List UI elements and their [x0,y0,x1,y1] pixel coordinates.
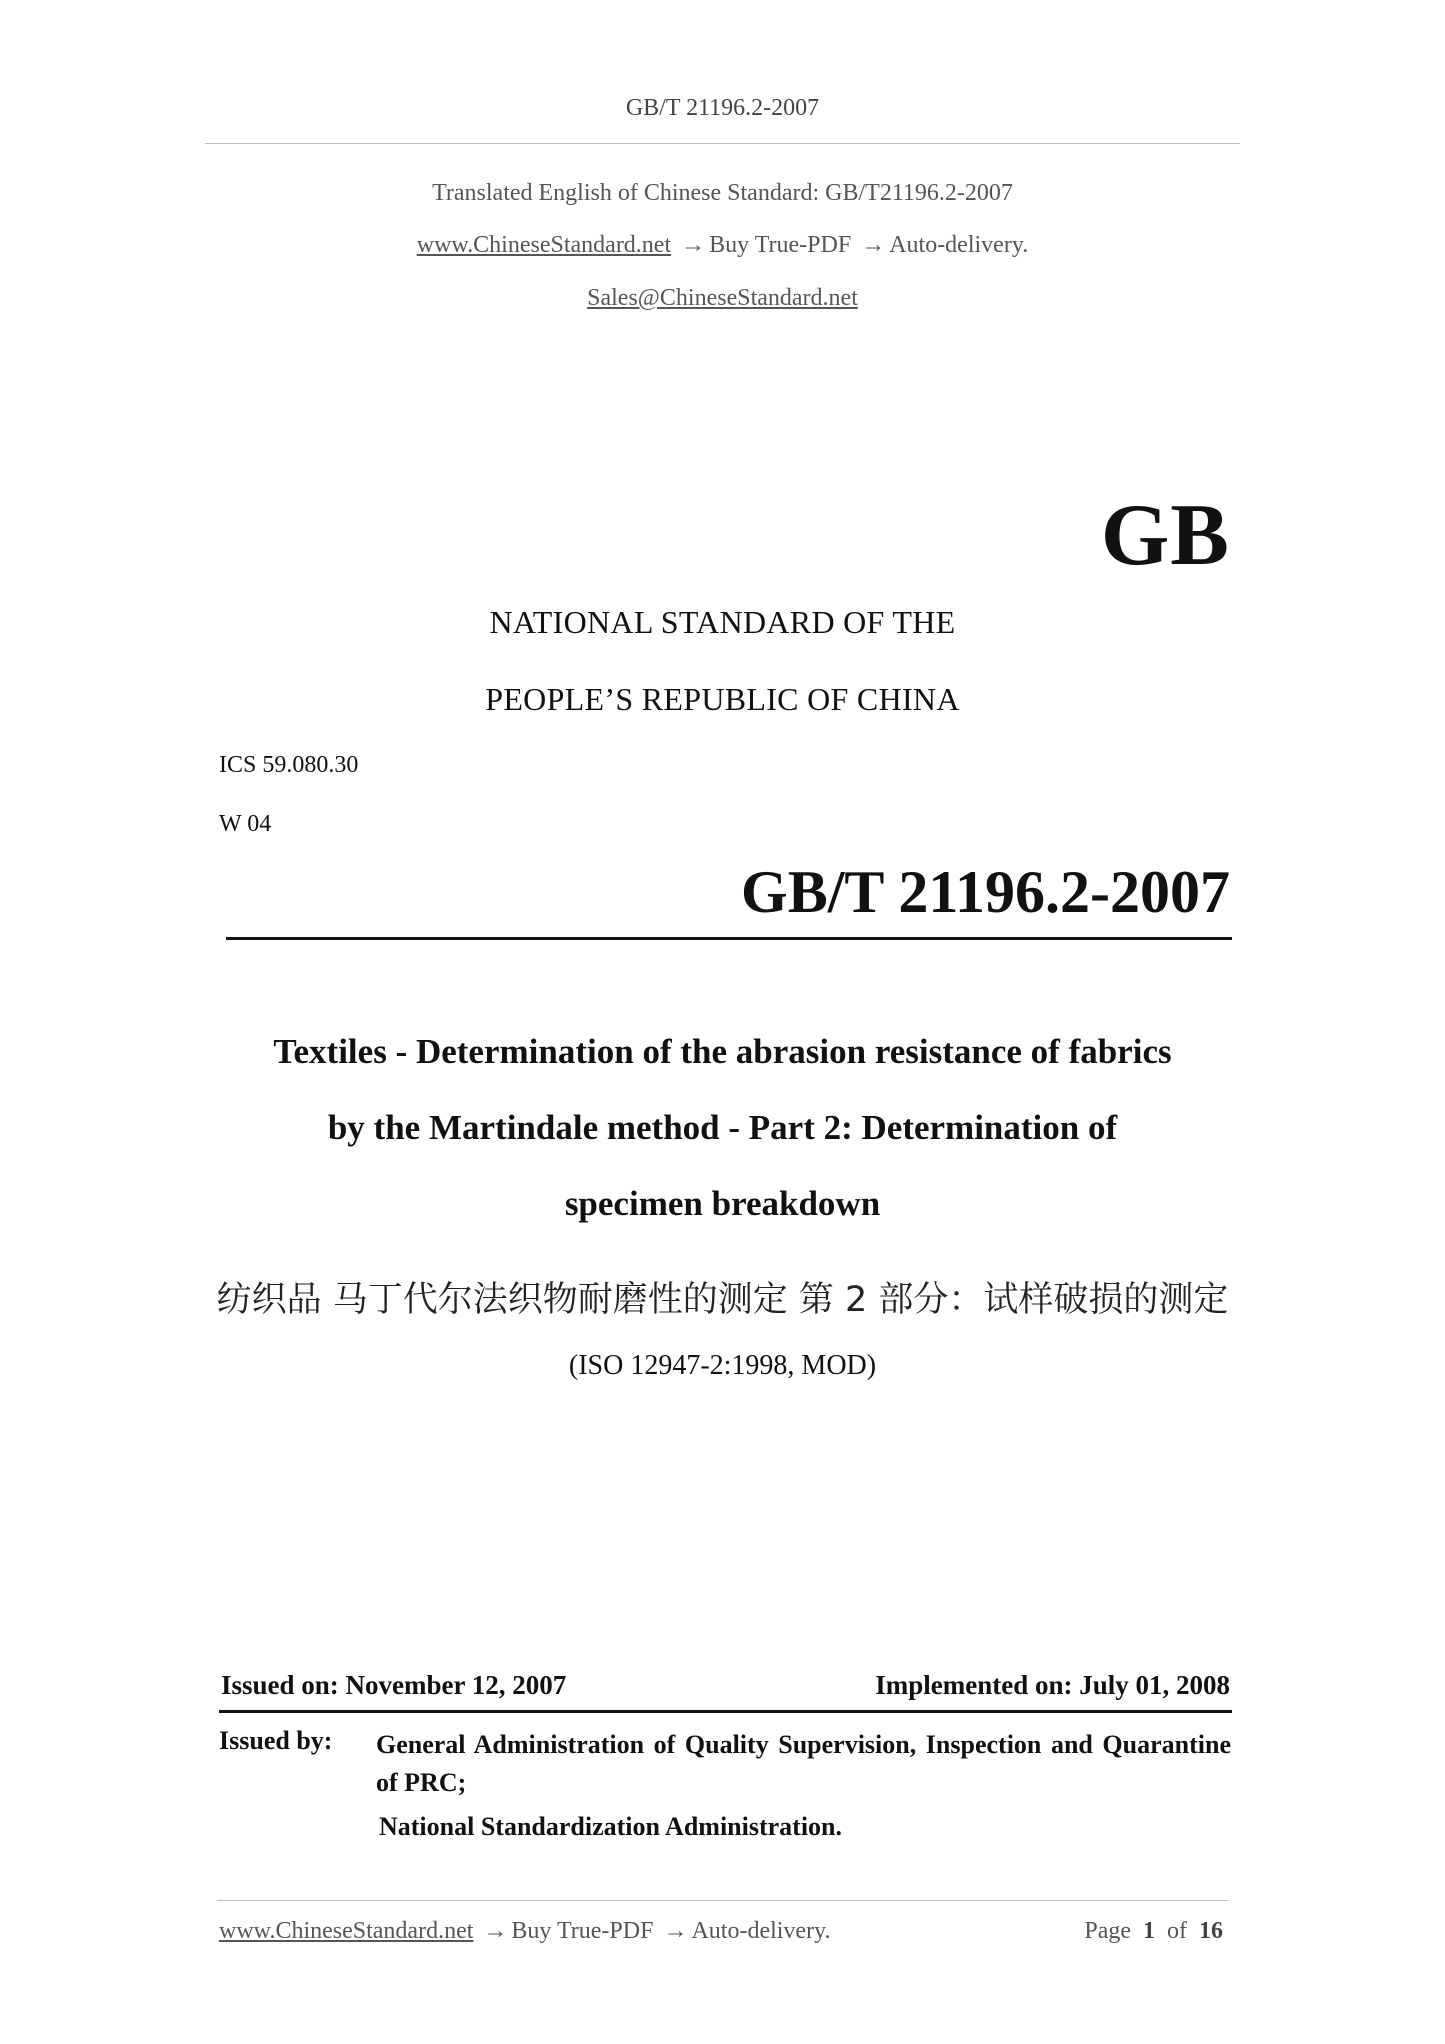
implemented-on-date: Implemented on: July 01, 2008 [875,1670,1230,1700]
issued-by-authority-1: General Administration of Quality Supervision, Inspection and Quarantine of PRC; [376,1730,1231,1797]
footer-delivery-text: Auto-delivery. [691,1918,831,1944]
page-total: 16 [1199,1918,1223,1944]
arrow-right-icon: → [681,232,706,258]
title-english-line3: specimen breakdown [564,1184,881,1223]
footer-buy-line [219,1918,831,1945]
promo-email-line [0,285,1445,312]
arrow-right-icon: → [663,1918,688,1944]
ics-code: ICS 59.080.30 [219,752,359,778]
header-divider [205,143,1240,144]
footer-buy-text: Buy True-PDF [511,1918,654,1944]
page-label: Page [1084,1918,1131,1944]
standard-number: GB/T 21196.2-2007 [741,859,1230,925]
standard-number-rule [226,937,1232,940]
promo-buy-text: Buy True-PDF [709,232,852,258]
promo-buy-line [0,232,1445,259]
promo-delivery-text: Auto-delivery. [889,232,1029,258]
running-header-title: GB/T 21196.2-2007 [625,95,820,121]
arrow-right-icon: → [861,232,886,258]
page-number [1084,1918,1223,1945]
title-english-line2: by the Martindale method - Part 2: Determination of [327,1108,1118,1147]
issued-on-date: Issued on: November 12, 2007 [221,1670,567,1700]
iso-reference: (ISO 12947-2:1998, MOD) [568,1350,877,1381]
footer-site-link[interactable]: www.ChineseStandard.net [219,1918,474,1944]
arrow-right-icon: → [483,1918,508,1944]
promo-translated-line: Translated English of Chinese Standard: GB/T21196.2-2007 [432,180,1013,206]
page-of-label: of [1167,1918,1187,1944]
dates-rule [219,1710,1232,1713]
promo-site-link[interactable]: www.ChineseStandard.net [416,232,672,258]
ccs-code: W 04 [219,811,272,837]
national-standard-line2: PEOPLE’S REPUBLIC OF CHINA [485,681,960,717]
issued-by-label: Issued by: [219,1726,333,1755]
gb-logo: GB [1100,487,1230,584]
footer-divider [217,1900,1228,1901]
issued-by-authority-2: National Standardization Administration. [379,1812,843,1841]
title-chinese: 纺织品 马丁代尔法织物耐磨性的测定 第 2 部分：试样破损的测定 [216,1280,1229,1320]
page-current: 1 [1143,1918,1155,1944]
promo-email-link[interactable]: Sales@ChineseStandard.net [587,285,858,311]
national-standard-line1: NATIONAL STANDARD OF THE [489,604,956,640]
title-english-line1: Textiles - Determination of the abrasion resistance of fabrics [273,1032,1172,1071]
